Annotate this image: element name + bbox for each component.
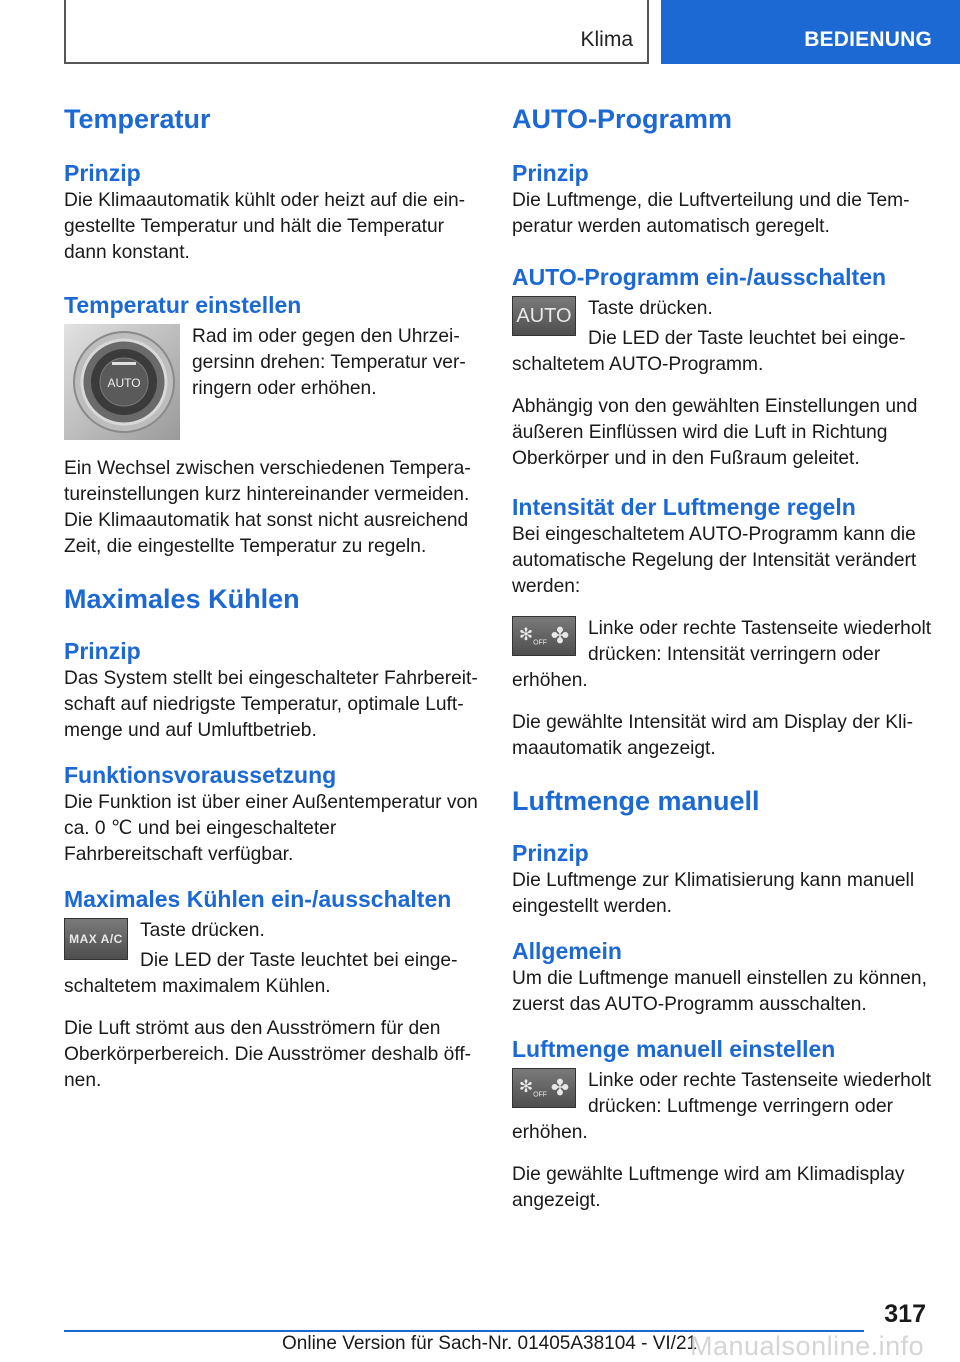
text-max-ein-aus-3: Die Luft strömt aus den Ausströmern für den Oberkörperbereich. Die Ausströmer deshalb öffnen. (64, 1018, 472, 1091)
heading-max-ein-aus: Maximales Kühlen ein-/ausschalten (64, 886, 452, 912)
text-manuell-einstellen-1: Linke oder rechte Tastenseite wiederholt drücken: Luftmenge verringern oder erhöhen. (512, 1070, 932, 1143)
text-manuell-einstellen-2: Die gewählte Luftmenge wird am Klimadisplay angezeigt. (512, 1164, 905, 1211)
heading-temp-prinzip: Prinzip (64, 160, 141, 186)
temperature-knob-image (64, 324, 180, 440)
text-temp-prinzip: Die Klimaautomatik kühlt oder heizt auf die eingestellte Temperatur und hält die Temperatur dann konstant. (64, 190, 466, 263)
heading-temp-einstellen: Temperatur einstellen (64, 292, 302, 318)
auto-button-label: AUTO (516, 304, 572, 327)
text-max-ein-aus-1: Taste drücken. (140, 920, 265, 941)
text-temp-einstellen-1: Rad im oder gegen den Uhrzeigersinn drehen: Temperatur verringern oder erhöhen. (192, 326, 466, 399)
heading-maximales-kuehlen: Maximales Kühlen (64, 584, 300, 614)
fan-off-icon: $✻_{OFF}$ (518, 624, 548, 647)
header-section-title: Klima (580, 28, 633, 51)
text-intensitaet-1: Bei eingeschaltetem AUTO-Programm kann die automatische Regelung der Intensität verändert werden: (512, 524, 917, 597)
text-auto-ein-aus-3: Abhängig von den gewählten Einstellungen und äußeren Einflüssen wird die Luft in Richtung Oberkörper und in den Fußraum geleitet. (512, 396, 918, 469)
temperature-knob-label: AUTO (107, 376, 141, 390)
fan-button-image-intensity (512, 616, 576, 656)
heading-auto-prinzip: Prinzip (512, 160, 589, 186)
header-chapter-box (661, 0, 960, 64)
auto-button-image (512, 296, 576, 336)
page-number: 317 (884, 1300, 926, 1328)
header-chapter-title: BEDIENUNG (804, 28, 932, 51)
right-column (512, 102, 932, 1214)
heading-funktionsvoraussetzung: Funktionsvoraussetzung (64, 762, 337, 788)
text-intensitaet-2: Linke oder rechte Tastenseite wiederholt drücken: Intensität verringern oder erhöhen. (512, 618, 932, 691)
heading-allgemein: Allgemein (512, 938, 622, 964)
heading-temperatur: Temperatur (64, 104, 211, 134)
heading-max-prinzip: Prinzip (64, 638, 141, 664)
text-auto-prinzip: Die Luftmenge, die Luftverteilung und die Temperatur werden automatisch geregelt. (512, 190, 910, 237)
text-auto-ein-aus-1: Taste drücken. (588, 298, 713, 319)
heading-auto-ein-aus: AUTO-Programm ein-/ausschalten (512, 264, 887, 290)
text-temp-einstellen-2: Ein Wechsel zwischen verschiedenen Temperatureinstellungen kurz hintereinander vermeiden. Die Klimaautomatik hat sonst nicht ausreichend Zeit, die eingestellte Temperatur zu regeln. (64, 458, 471, 557)
header-section-box (64, 0, 649, 64)
fan-button-image-manual (512, 1068, 576, 1108)
fan-off-icon: $✻_{OFF}$ (518, 1076, 548, 1099)
text-allgemein: Um die Luftmenge manuell einstellen zu können, zuerst das AUTO-Programm ausschalten. (512, 968, 927, 1015)
heading-manuell-einstellen: Luftmenge manuell einstellen (512, 1036, 836, 1062)
fan-off-label: OFF (533, 639, 548, 647)
max-ac-button-image (64, 918, 128, 960)
max-ac-label: MAX A/C (69, 932, 123, 946)
text-auto-ein-aus-2: Die LED der Taste leuchtet bei eingeschaltetem AUTO-Programm. (512, 328, 906, 375)
text-max-prinzip: Das System stellt bei eingeschalteter Fahrbereitschaft auf niedrigste Temperatur, optimale Luftmenge und auf Umluftbetrieb. (64, 668, 478, 741)
fan-icon: ✤ (550, 623, 570, 648)
text-max-ein-aus-2: Die LED der Taste leuchtet bei eingeschaltetem maximalem Kühlen. (64, 950, 458, 997)
text-manuell-prinzip: Die Luftmenge zur Klimatisierung kann manuell eingestellt werden. (512, 870, 915, 917)
fan-off-label: OFF (533, 1091, 548, 1099)
watermark-logo: Manualsonline.info (690, 1331, 925, 1361)
left-column (64, 102, 480, 1094)
text-intensitaet-3: Die gewählte Intensität wird am Display der Klimaautomatik angezeigt. (512, 712, 913, 759)
footer-online-version: Online Version für Sach-Nr. 01405A38104 - VI/21 (282, 1333, 698, 1354)
heading-luftmenge-manuell: Luftmenge manuell (512, 786, 760, 816)
heading-intensitaet: Intensität der Luftmenge regeln (512, 494, 856, 520)
fan-icon: ✤ (550, 1075, 570, 1100)
text-funktionsvoraussetzung: Die Funktion ist über einer Außentemperatur von ca. 0 ℃ und bei eingeschalteter Fahrbereitschaft verfügbar. (64, 792, 478, 865)
heading-manuell-prinzip: Prinzip (512, 840, 589, 866)
heading-auto-programm: AUTO-Programm (512, 104, 733, 134)
